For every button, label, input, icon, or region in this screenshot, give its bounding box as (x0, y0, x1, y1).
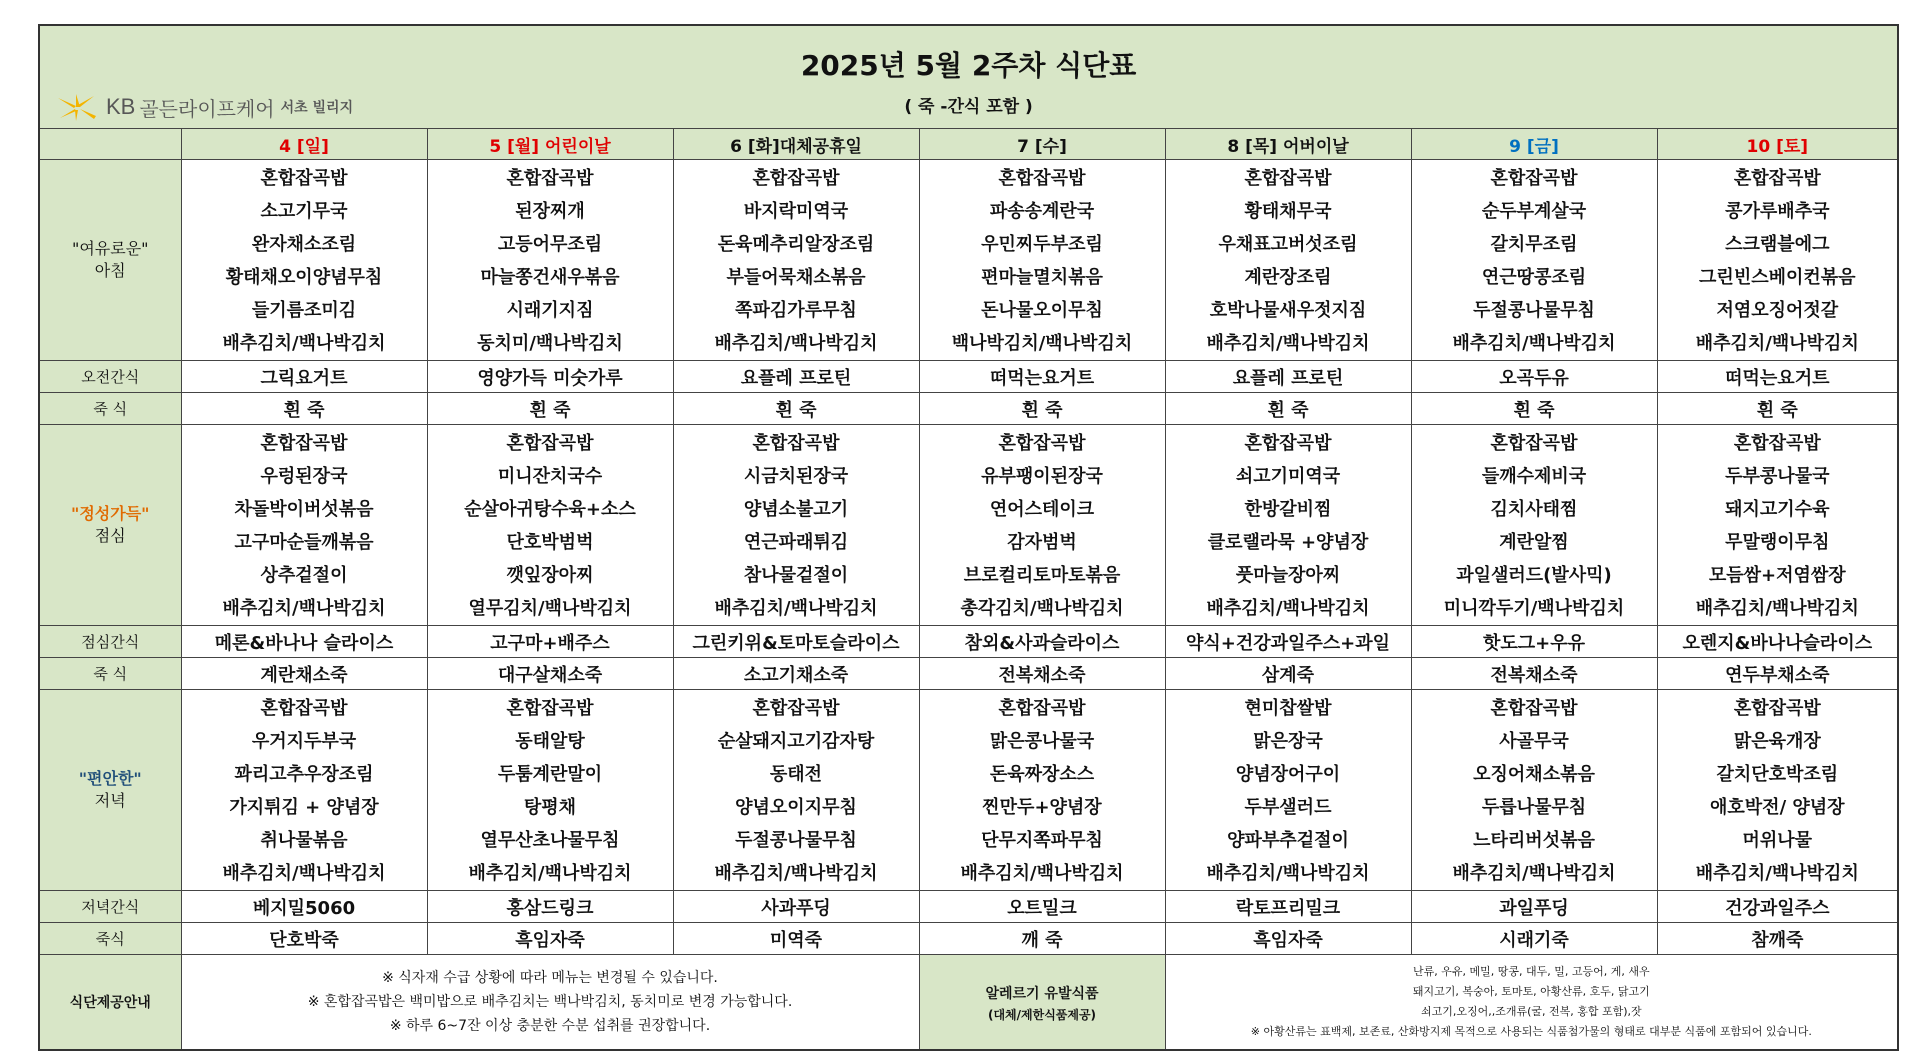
porridge-cell-1: 흰 죽 (427, 393, 673, 425)
lunch-cell-1 (427, 425, 673, 626)
menu-item: 참나물겉절이 (743, 565, 849, 586)
day-label: [목] 어버이날 (1245, 136, 1349, 157)
menu-item: 두절콩나물무침 (735, 830, 857, 851)
menu-item: 열무산초나물무침 (480, 830, 620, 851)
day-number: 4 (279, 136, 291, 157)
menu-item: 시금치된장국 (743, 466, 849, 487)
menu-item: 황태채오이양념무침 (225, 267, 383, 288)
night_porridge-cell-0: 단호박죽 (181, 923, 427, 955)
menu-item: 동태알탕 (515, 731, 585, 752)
info-label: 식단제공안내 (39, 955, 181, 1051)
porridge2-row (39, 658, 1898, 690)
menu-item: 콩가루배추국 (1725, 201, 1830, 222)
day-header-1 (427, 129, 673, 160)
menu-item: 혼합잡곡밥 (998, 698, 1086, 719)
menu-item: 혼합잡곡밥 (752, 168, 840, 189)
dinner_snack-cell-5: 과일푸딩 (1411, 891, 1657, 923)
allergen-line: 돼지고기, 복숭아, 토마토, 아황산류, 호두, 닭고기 (1412, 985, 1650, 998)
menu-item: 현미찹쌀밥 (1244, 698, 1332, 719)
menu-item: 오징어채소볶음 (1473, 764, 1595, 785)
menu-item: 동태전 (769, 764, 823, 785)
brand-branch: 서초 빌리지 (280, 100, 354, 116)
menu-item: 황태채무국 (1244, 201, 1332, 222)
am_snack-cell-2: 요플레 프로틴 (673, 361, 919, 393)
dinner-snack-row (39, 891, 1898, 923)
menu-item: 맑은장국 (1253, 731, 1323, 752)
dinner_snack-cell-0: 베지밀5060 (181, 891, 427, 923)
day-header-row (39, 129, 1898, 160)
night-porridge-row (39, 923, 1898, 955)
porridge2-cell-0: 계란채소죽 (181, 658, 427, 690)
menu-item: 취나물볶음 (260, 830, 348, 851)
menu-item: 배추김치/백나박김치 (1452, 863, 1616, 884)
night_porridge-cell-4: 흑임자죽 (1165, 923, 1411, 955)
menu-item: 차돌박이버섯볶음 (234, 499, 374, 520)
menu-item: 우채표고버섯조림 (1218, 234, 1358, 255)
day-header-4 (1165, 129, 1411, 160)
dinner_snack-cell-6: 건강과일주스 (1657, 891, 1898, 923)
menu-item: 돈육메추리알장조림 (717, 234, 875, 255)
menu-item: 우거지두부국 (251, 731, 357, 752)
menu-item: 미니잔치국수 (497, 466, 603, 487)
menu-item: 배추김치/백나박김치 (1206, 598, 1370, 619)
lunch-row (39, 425, 1898, 626)
menu-item: 혼합잡곡밥 (1490, 433, 1578, 454)
dinner-snack-label: 저녁간식 (39, 891, 181, 923)
menu-item: 미니깍두기/백나박김치 (1443, 598, 1625, 619)
menu-item: 바지락미역국 (743, 201, 849, 222)
dinner-cell-5 (1411, 690, 1657, 891)
menu-item: 단무지쪽파무침 (981, 830, 1103, 851)
menu-item: 꽈리고추우장조림 (234, 764, 374, 785)
menu-item: 사골무국 (1499, 731, 1569, 752)
dinner_snack-cell-2: 사과푸딩 (673, 891, 919, 923)
menu-item: 들깨수제비국 (1481, 466, 1587, 487)
menu-item: 혼합잡곡밥 (1733, 698, 1821, 719)
menu-item: 스크램블에그 (1725, 234, 1830, 255)
porridge-cell-0: 흰 죽 (181, 393, 427, 425)
notes-cell (181, 955, 919, 1051)
day-header-blank (39, 129, 181, 160)
menu-item: 연근땅콩조림 (1481, 267, 1587, 288)
menu-item: 배추김치/백나박김치 (960, 863, 1124, 884)
day-label: [일] (296, 136, 329, 157)
breakfast-tag: "여유로운" (71, 239, 149, 258)
menu-item: 혼합잡곡밥 (260, 433, 348, 454)
page-subtitle: ( 죽 -간식 포함 ) (904, 96, 1033, 117)
menu-item: 클로랠라묵 +양념장 (1207, 532, 1369, 553)
porridge-cell-3: 흰 죽 (919, 393, 1165, 425)
menu-item: 배추김치/백나박김치 (1695, 863, 1859, 884)
am_snack-cell-4: 요플레 프로틴 (1165, 361, 1411, 393)
menu-item: 배추김치/백나박김치 (1206, 863, 1370, 884)
title-cell (39, 25, 1898, 129)
dinner-label (39, 690, 181, 891)
porridge2-cell-5: 전복채소죽 (1411, 658, 1657, 690)
porridge-row (39, 393, 1898, 425)
menu-item: 마늘쫑건새우볶음 (480, 267, 620, 288)
menu-item: 양념장어구이 (1235, 764, 1341, 785)
menu-item: 배추김치/백나박김치 (714, 863, 878, 884)
dinner-tag: "편안한" (78, 769, 142, 788)
menu-item: 두부콩나물국 (1725, 466, 1830, 487)
menu-item: 편마늘멸치볶음 (981, 267, 1103, 288)
menu-item: 연어스테이크 (989, 499, 1095, 520)
allergen-line: 쇠고기,오징어,,조개류(굴, 전복, 홍합 포함),잣 (1420, 1005, 1642, 1018)
lunch_snack-cell-5: 핫도그+우유 (1411, 626, 1657, 658)
menu-item: 찐만두+양념장 (982, 797, 1102, 818)
lunch_snack-cell-0: 메론&바나나 슬라이스 (181, 626, 427, 658)
menu-item: 갈치무조림 (1490, 234, 1578, 255)
menu-item: 애호박전/ 양념장 (1710, 797, 1845, 818)
menu-item: 들기름조미김 (251, 300, 357, 321)
menu-item: 혼합잡곡밥 (260, 698, 348, 719)
menu-item: 혼합잡곡밥 (1244, 433, 1332, 454)
menu-item: 깻잎장아찌 (506, 565, 594, 586)
am_snack-cell-3: 떠먹는요거트 (919, 361, 1165, 393)
menu-item: 배추김치/백나박김치 (1695, 598, 1859, 619)
lunch_snack-cell-2: 그린키위&토마토슬라이스 (673, 626, 919, 658)
menu-item: 배추김치/백나박김치 (1452, 333, 1616, 354)
menu-item: 두절콩나물무침 (1473, 300, 1595, 321)
menu-item: 계란알찜 (1499, 532, 1569, 553)
night_porridge-cell-2: 미역죽 (673, 923, 919, 955)
day-header-6 (1657, 129, 1898, 160)
menu-item: 양념오이지무침 (735, 797, 857, 818)
menu-item: 배추김치/백나박김치 (468, 863, 632, 884)
day-label: [월] 어린이날 (507, 136, 611, 157)
menu-item: 부들어묵채소볶음 (726, 267, 866, 288)
menu-item: 탕평채 (523, 797, 577, 818)
porridge2-cell-2: 소고기채소죽 (673, 658, 919, 690)
allergy-subtitle: (대체/제한식품제공) (987, 1007, 1097, 1022)
menu-item: 쇠고기미역국 (1235, 466, 1341, 487)
lunch-cell-3 (919, 425, 1165, 626)
menu-item: 혼합잡곡밥 (1733, 168, 1821, 189)
dinner-cell-4 (1165, 690, 1411, 891)
day-label: [수] (1034, 136, 1067, 157)
menu-item: 혼합잡곡밥 (1490, 698, 1578, 719)
menu-item: 두부샐러드 (1244, 797, 1332, 818)
porridge-cell-6: 흰 죽 (1657, 393, 1898, 425)
dinner-cell-1 (427, 690, 673, 891)
menu-item: 돼지고기수육 (1725, 499, 1830, 520)
menu-item: 느타리버섯볶음 (1473, 830, 1595, 851)
menu-item: 혼합잡곡밥 (506, 168, 594, 189)
night_porridge-cell-1: 흑임자죽 (427, 923, 673, 955)
porridge-label: 죽 식 (39, 393, 181, 425)
breakfast-cell-5 (1411, 160, 1657, 361)
menu-item: 풋마늘장아찌 (1235, 565, 1341, 586)
day-number: 5 (489, 136, 502, 157)
breakfast-row (39, 160, 1898, 361)
menu-item: 가지튀김 + 양념장 (229, 797, 379, 818)
allergen-line: 난류, 우유, 메밀, 땅콩, 대두, 밀, 고등어, 게, 새우 (1413, 965, 1650, 978)
menu-item: 계란장조림 (1244, 267, 1332, 288)
menu-item: 파송송계란국 (989, 201, 1095, 222)
lunch_snack-cell-1: 고구마+배주스 (427, 626, 673, 658)
menu-item: 총각김치/백나박김치 (960, 598, 1124, 619)
allergen-note: ※ 아황산류는 표백제, 보존료, 산화방지제 목적으로 사용되는 식품첨가물의 형태로 대부분 식품에 포함되어 있습니다. (1250, 1025, 1812, 1038)
menu-item: 혼합잡곡밥 (752, 433, 840, 454)
brand-logo (54, 92, 353, 122)
menu-item: 두릅나물무침 (1481, 797, 1587, 818)
porridge2-cell-6: 연두부채소죽 (1657, 658, 1898, 690)
porridge-cell-5: 흰 죽 (1411, 393, 1657, 425)
menu-item: 열무김치/백나박김치 (468, 598, 632, 619)
menu-item: 쪽파김가루무침 (735, 300, 857, 321)
day-number: 10 (1746, 136, 1771, 157)
am-snack-label: 오전간식 (39, 361, 181, 393)
menu-item: 돈육짜장소스 (989, 764, 1095, 785)
menu-item: 소고기무국 (260, 201, 348, 222)
menu-item: 시래기지짐 (506, 300, 594, 321)
lunch-cell-6 (1657, 425, 1898, 626)
dinner_snack-cell-4: 락토프리밀크 (1165, 891, 1411, 923)
meal-plan-table (38, 24, 1899, 1051)
brand-name: 골든라이프케어 (139, 96, 275, 121)
lunch-snack-label: 점심간식 (39, 626, 181, 658)
menu-item: 혼합잡곡밥 (1244, 168, 1332, 189)
kb-star-icon (54, 92, 100, 122)
menu-item: 브로컬리토마토볶음 (963, 565, 1121, 586)
am-snack-row (39, 361, 1898, 393)
am_snack-cell-0: 그릭요거트 (181, 361, 427, 393)
menu-item: 배추김치/백나박김치 (222, 598, 386, 619)
menu-item: 순살아귀탕수육+소스 (464, 499, 636, 520)
breakfast-cell-3 (919, 160, 1165, 361)
menu-item: 혼합잡곡밥 (752, 698, 840, 719)
menu-item: 백나박김치/백나박김치 (951, 333, 1133, 354)
night-porridge-label: 죽식 (39, 923, 181, 955)
menu-item: 두툼계란말이 (497, 764, 603, 785)
breakfast-cell-2 (673, 160, 919, 361)
menu-item: 고등어무조림 (497, 234, 603, 255)
day-label: [화]대체공휴일 (747, 136, 862, 157)
menu-item: 고구마순들깨볶음 (234, 532, 374, 553)
day-number: 9 (1509, 136, 1521, 157)
lunch-label-text: 점심 (94, 526, 126, 545)
dinner-row (39, 690, 1898, 891)
menu-item: 돈나물오이무침 (981, 300, 1103, 321)
day-number: 7 (1017, 136, 1029, 157)
brand-kb: KB (106, 94, 136, 119)
day-label: [토] (1776, 136, 1809, 157)
menu-item: 배추김치/백나박김치 (222, 863, 386, 884)
lunch_snack-cell-6: 오렌지&바나나슬라이스 (1657, 626, 1898, 658)
lunch-cell-4 (1165, 425, 1411, 626)
menu-item: 혼합잡곡밥 (998, 168, 1086, 189)
menu-item: 된장찌개 (515, 201, 585, 222)
breakfast-label (39, 160, 181, 361)
night_porridge-cell-6: 참깨죽 (1657, 923, 1898, 955)
lunch-cell-5 (1411, 425, 1657, 626)
menu-item: 한방갈비찜 (1244, 499, 1332, 520)
day-header-5 (1411, 129, 1657, 160)
menu-item: 그린빈스베이컨볶음 (1699, 267, 1856, 288)
menu-item: 무말랭이무침 (1725, 532, 1830, 553)
note-line: ※ 하루 6~7잔 이상 충분한 수분 섭취를 권장합니다. (389, 1018, 711, 1034)
menu-item: 우민찌두부조림 (981, 234, 1103, 255)
menu-item: 호박나물새우젓지짐 (1209, 300, 1367, 321)
info-row (39, 955, 1898, 1051)
porridge2-label: 죽 식 (39, 658, 181, 690)
menu-item: 배추김치/백나박김치 (222, 333, 386, 354)
breakfast-cell-0 (181, 160, 427, 361)
menu-item: 혼합잡곡밥 (506, 698, 594, 719)
lunch-cell-0 (181, 425, 427, 626)
breakfast-cell-4 (1165, 160, 1411, 361)
note-line: ※ 혼합잡곡밥은 백미밥으로 배추김치는 백나박김치, 동치미로 변경 가능합니다. (307, 994, 793, 1010)
dinner_snack-cell-3: 오트밀크 (919, 891, 1165, 923)
menu-item: 과일샐러드(발사믹) (1456, 565, 1612, 586)
menu-item: 배추김치/백나박김치 (1206, 333, 1370, 354)
day-header-0 (181, 129, 427, 160)
dinner_snack-cell-1: 홍삼드링크 (427, 891, 673, 923)
menu-item: 연근파래튀김 (743, 532, 849, 553)
porridge2-cell-4: 삼계죽 (1165, 658, 1411, 690)
menu-item: 모듬쌈+저염쌈장 (1708, 565, 1846, 586)
day-number: 6 (730, 136, 742, 157)
am_snack-cell-5: 오곡두유 (1411, 361, 1657, 393)
allergen-list-cell (1165, 955, 1898, 1051)
menu-item: 머위나물 (1742, 830, 1813, 851)
am_snack-cell-1: 영양가득 미숫가루 (427, 361, 673, 393)
menu-item: 감자범벅 (1007, 532, 1077, 553)
menu-item: 혼합잡곡밥 (1490, 168, 1578, 189)
lunch-cell-2 (673, 425, 919, 626)
note-line: ※ 식자재 수급 상황에 따라 메뉴는 변경될 수 있습니다. (382, 970, 718, 986)
day-header-3 (919, 129, 1165, 160)
menu-item: 동치미/백나박김치 (477, 333, 623, 354)
menu-item: 순살돼지고기감자탕 (717, 731, 875, 752)
dinner-cell-3 (919, 690, 1165, 891)
menu-item: 순두부계살국 (1481, 201, 1587, 222)
menu-item: 갈치단호박조림 (1716, 764, 1839, 785)
dinner-label-text: 저녁 (94, 791, 126, 810)
lunch_snack-cell-3: 참외&사과슬라이스 (919, 626, 1165, 658)
menu-item: 유부팽이된장국 (981, 466, 1103, 487)
menu-item: 양파부추겉절이 (1227, 830, 1349, 851)
breakfast-cell-6 (1657, 160, 1898, 361)
porridge2-cell-1: 대구살채소죽 (427, 658, 673, 690)
menu-item: 맑은육개장 (1733, 731, 1821, 752)
menu-item: 배추김치/백나박김치 (714, 598, 878, 619)
menu-item: 맑은콩나물국 (989, 731, 1095, 752)
day-label: [금] (1526, 136, 1559, 157)
menu-item: 배추김치/백나박김치 (714, 333, 878, 354)
porridge2-cell-3: 전복채소죽 (919, 658, 1165, 690)
menu-item: 혼합잡곡밥 (1733, 433, 1821, 454)
allergy-title: 알레르기 유발식품 (985, 985, 1099, 1002)
night_porridge-cell-3: 깨 죽 (919, 923, 1165, 955)
menu-item: 혼합잡곡밥 (506, 433, 594, 454)
menu-item: 단호박범벅 (506, 532, 594, 553)
dinner-cell-6 (1657, 690, 1898, 891)
lunch_snack-cell-4: 약식+건강과일주스+과일 (1165, 626, 1411, 658)
menu-item: 양념소불고기 (743, 499, 849, 520)
menu-item: 배추김치/백나박김치 (1695, 333, 1859, 354)
menu-item: 혼합잡곡밥 (260, 168, 348, 189)
dinner-cell-0 (181, 690, 427, 891)
allergy-label-cell (919, 955, 1165, 1051)
am_snack-cell-6: 떠먹는요거트 (1657, 361, 1898, 393)
menu-item: 완자채소조림 (251, 234, 357, 255)
menu-item: 상추겉절이 (260, 565, 348, 586)
lunch-snack-row (39, 626, 1898, 658)
porridge-cell-2: 흰 죽 (673, 393, 919, 425)
menu-item: 김치사태찜 (1490, 499, 1578, 520)
menu-item: 혼합잡곡밥 (998, 433, 1086, 454)
night_porridge-cell-5: 시래기죽 (1411, 923, 1657, 955)
day-header-2 (673, 129, 919, 160)
porridge-cell-4: 흰 죽 (1165, 393, 1411, 425)
dinner-cell-2 (673, 690, 919, 891)
lunch-tag: "정성가득" (71, 504, 150, 523)
page-title: 2025년 5월 2주차 식단표 (800, 48, 1137, 82)
breakfast-cell-1 (427, 160, 673, 361)
day-number: 8 (1227, 136, 1240, 157)
menu-item: 우렁된장국 (260, 466, 348, 487)
breakfast-label-text: 아침 (94, 261, 126, 280)
menu-item: 저염오징어젓갈 (1716, 300, 1839, 321)
lunch-label (39, 425, 181, 626)
